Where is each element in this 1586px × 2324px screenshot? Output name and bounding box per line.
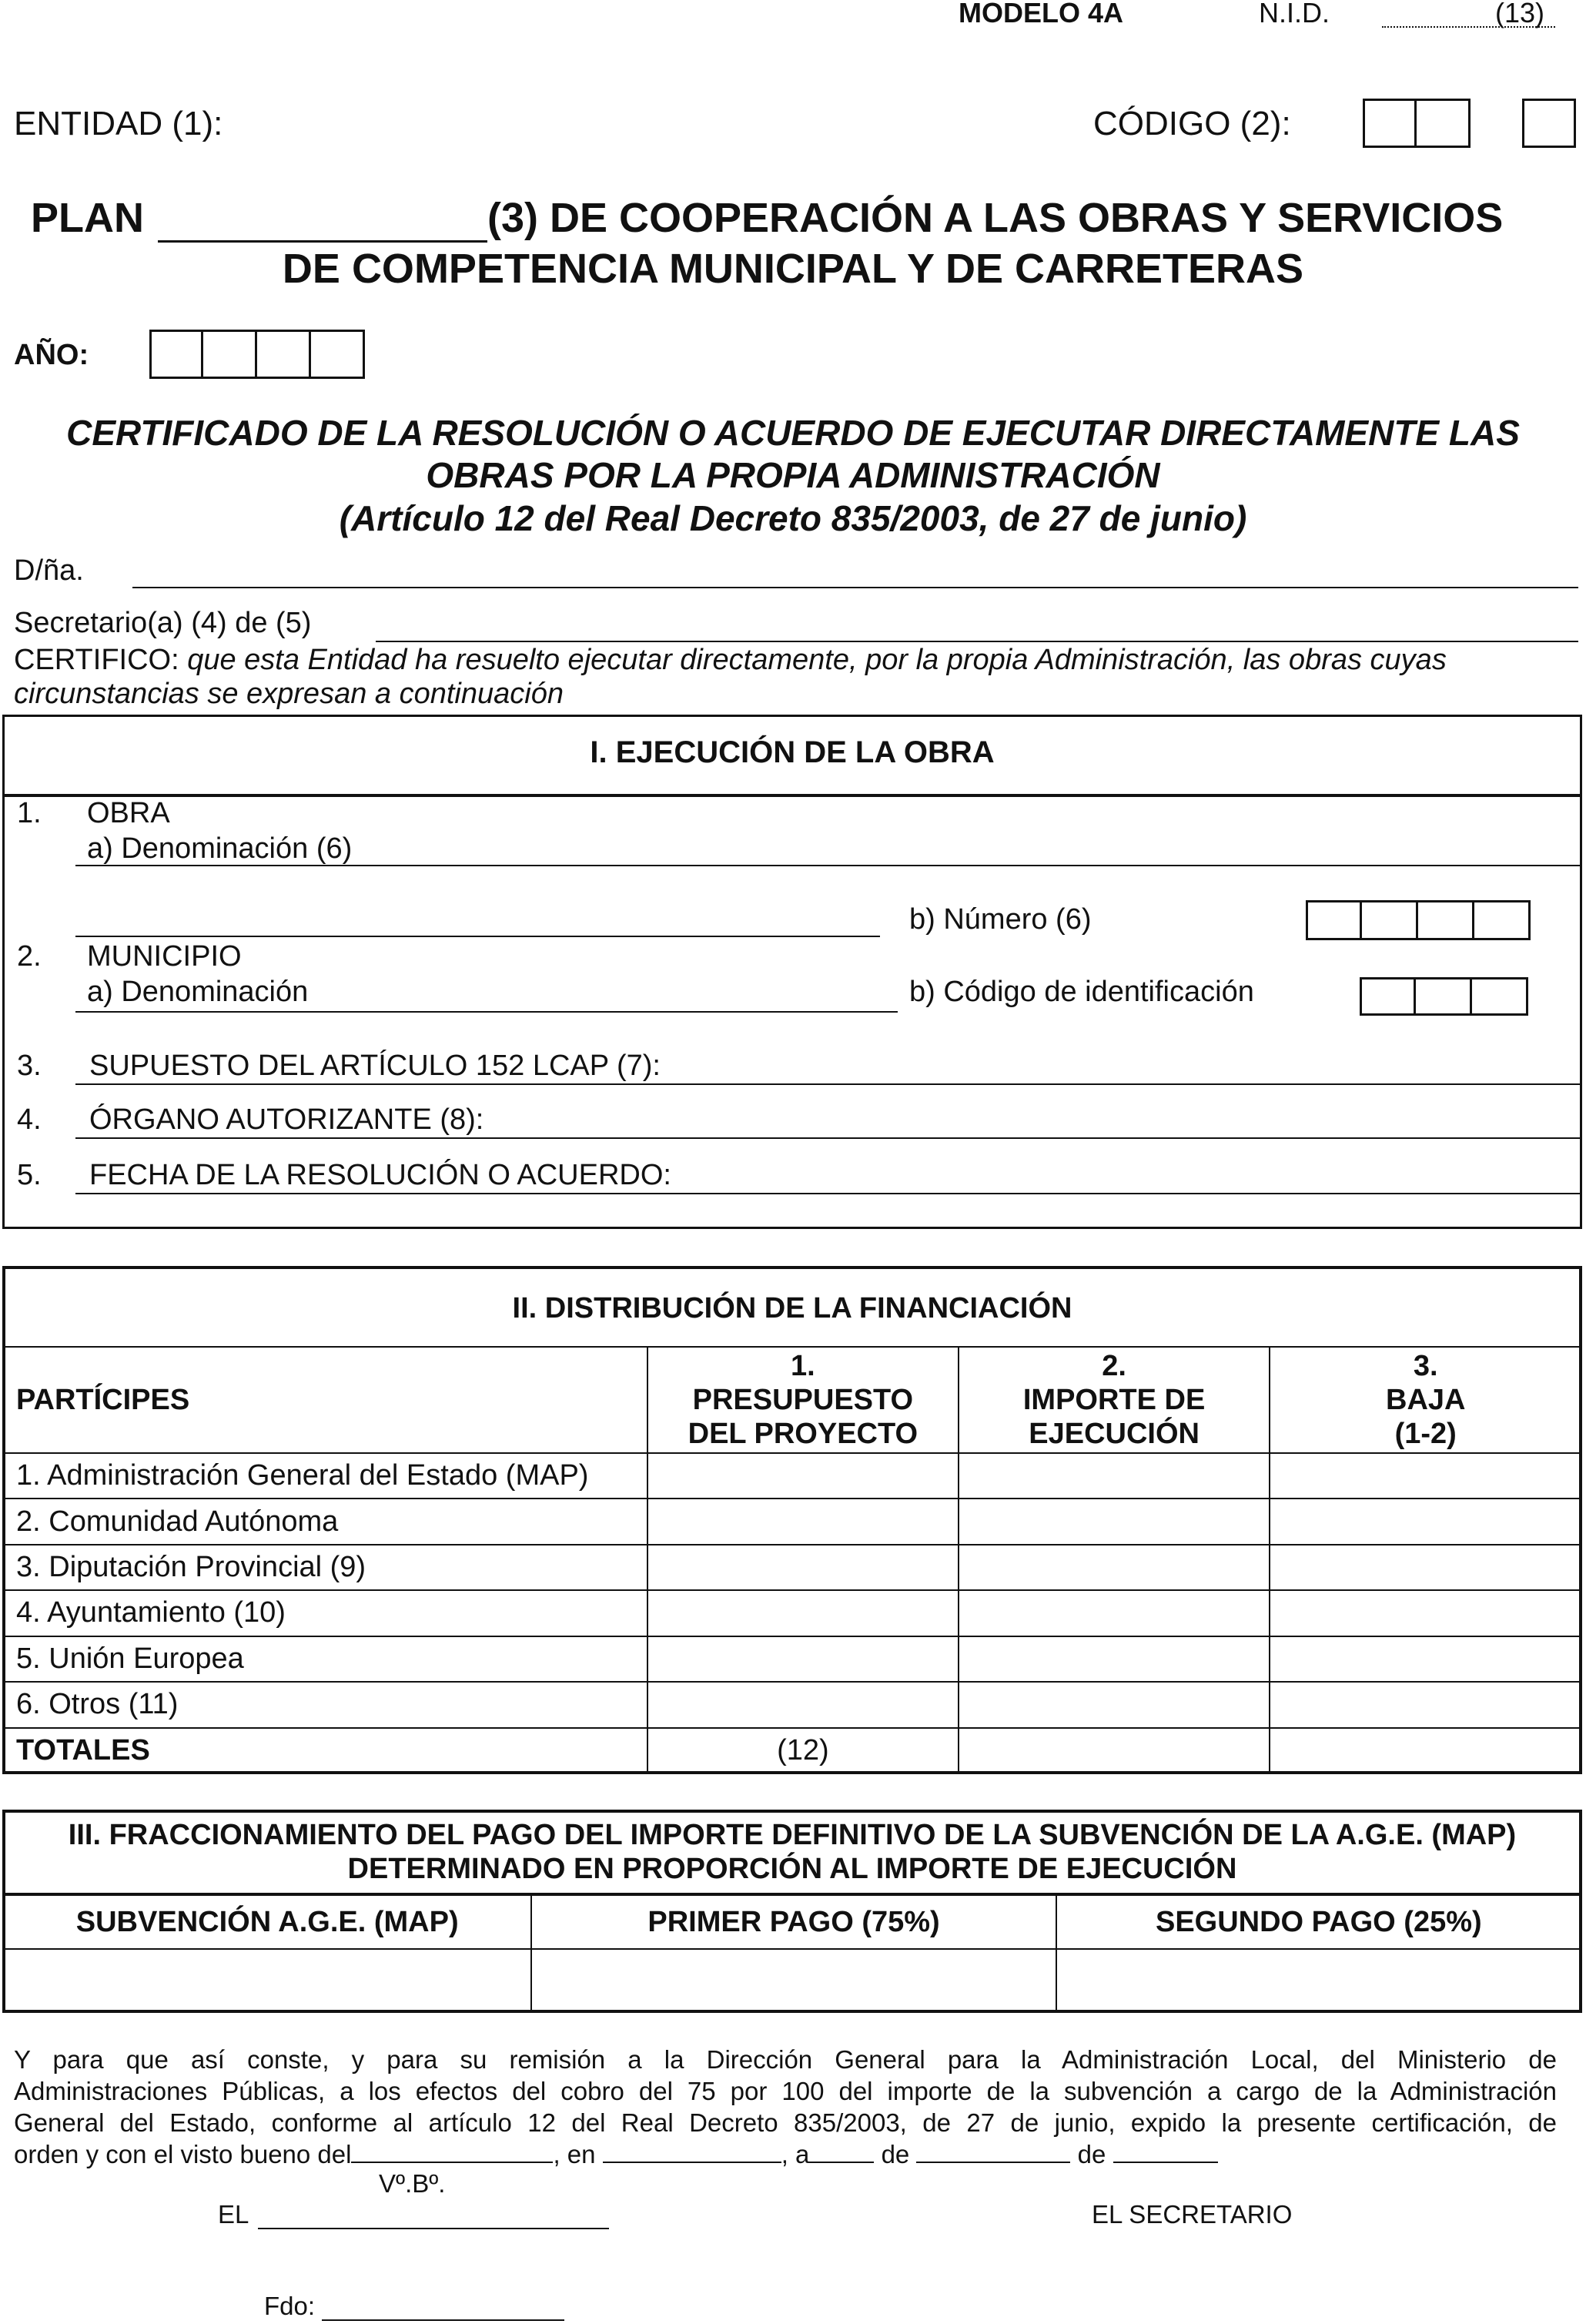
col-importe-num: 2. — [1102, 1350, 1126, 1382]
entidad-label: ENTIDAD (1): — [14, 105, 223, 142]
col-importe — [959, 1347, 1270, 1453]
participe-label: 5. Unión Europea — [3, 1636, 647, 1682]
col-presupuesto-l2: DEL PROYECTO — [688, 1418, 918, 1450]
certifico-body-2: circunstancias se expresan a continuación — [14, 678, 564, 710]
presupuesto-cell[interactable] — [647, 1499, 959, 1544]
table-row — [3, 1453, 1581, 1499]
nid-note: (13) — [1495, 0, 1545, 28]
secretario-label: Secretario(a) (4) de (5) — [14, 607, 312, 639]
vb-field[interactable] — [351, 2162, 553, 2163]
municipio-codigo-boxes[interactable] — [1360, 977, 1528, 1016]
obra-numero-label: b) Número (6) — [909, 903, 1092, 936]
numero-box[interactable] — [1306, 900, 1362, 940]
col-baja-l1: BAJA — [1386, 1384, 1466, 1416]
municipio-codigo-label: b) Código de identificación — [909, 976, 1254, 1008]
dna-label: D/ña. — [14, 554, 84, 587]
certifico-label: CERTIFICO: — [14, 644, 179, 676]
certificado-title-2: OBRAS POR LA PROPIA ADMINISTRACIÓN — [426, 455, 1160, 495]
table-row — [3, 1682, 1581, 1727]
baja-cell[interactable] — [1270, 1590, 1581, 1636]
baja-cell[interactable] — [1270, 1545, 1581, 1590]
plan-label: PLAN — [31, 195, 144, 241]
col-presupuesto — [647, 1347, 959, 1453]
item-number: 2. — [17, 940, 42, 973]
anio-box[interactable] — [149, 330, 203, 379]
obra-denominacion-label: a) Denominación (6) — [87, 832, 353, 865]
section-fraccionamiento — [2, 1810, 1582, 2013]
financiacion-table — [2, 1346, 1582, 1774]
footer-vb-text: orden y con el visto bueno del — [14, 2140, 352, 2168]
municipio-denominacion-field[interactable] — [75, 1011, 898, 1013]
supuesto-field[interactable] — [75, 1083, 1580, 1085]
item-number: 4. — [17, 1103, 42, 1136]
certifico-body: que esta Entidad ha resuelto ejecutar directamente, por la propia Administración, las obras cuyas — [187, 644, 1447, 676]
item-number: 3. — [17, 1050, 42, 1082]
section-ejecucion — [2, 715, 1582, 1229]
section-fraccionamiento-title-1: III. FRACCIONAMIENTO DEL PAGO DEL IMPORTE DEFINITIVO DE LA SUBVENCIÓN DE LA A.G.E. (MAP) — [68, 1819, 1517, 1851]
footer-line: General del Estado, conforme al artículo 12 del Real Decreto 835/2003, de 27 de junio, expido la presente certificación, de — [14, 2108, 1557, 2137]
dna-field[interactable] — [132, 587, 1578, 588]
table-row — [3, 1590, 1581, 1636]
presupuesto-cell[interactable] — [647, 1636, 959, 1682]
fraccionamiento-header-row — [3, 1895, 1581, 1949]
codigo-municipio-box[interactable] — [1472, 977, 1528, 1016]
codigo-label: CÓDIGO (2): — [1093, 105, 1291, 142]
importe-cell[interactable] — [959, 1453, 1270, 1499]
col-primer-pago: PRIMER PAGO (75%) — [531, 1895, 1056, 1949]
fecha-label: FECHA DE LA RESOLUCIÓN O ACUERDO: — [89, 1159, 671, 1191]
organo-label: ÓRGANO AUTORIZANTE (8): — [89, 1103, 484, 1136]
participe-label: 4. Ayuntamiento (10) — [3, 1590, 647, 1636]
month-field[interactable] — [916, 2162, 1070, 2163]
fraccionamiento-table — [2, 1894, 1582, 2013]
totales-presupuesto-cell[interactable]: (12) — [647, 1728, 959, 1773]
footer-paragraph — [14, 2044, 1557, 2170]
table-row — [3, 1545, 1581, 1590]
financiacion-header-row — [3, 1347, 1581, 1453]
obra-denominacion-field-2[interactable] — [75, 936, 880, 937]
fdo-signature-field[interactable] — [322, 2319, 564, 2321]
model-number: MODELO 4A — [959, 0, 1124, 28]
certificado-title-1: CERTIFICADO DE LA RESOLUCIÓN O ACUERDO DE EJECUTAR DIRECTAMENTE LAS — [66, 413, 1520, 453]
col-presupuesto-l1: PRESUPUESTO — [692, 1384, 914, 1416]
certifico-text — [14, 644, 1447, 677]
municipio-denominacion-label: a) Denominación — [87, 976, 309, 1008]
table-row — [3, 1499, 1581, 1544]
col-segundo-pago: SEGUNDO PAGO (25%) — [1056, 1895, 1581, 1949]
year-field[interactable] — [1113, 2162, 1218, 2163]
col-baja — [1270, 1347, 1581, 1453]
footer-en: , en — [553, 2140, 596, 2168]
presupuesto-cell[interactable] — [647, 1453, 959, 1499]
anio-boxes[interactable] — [149, 330, 365, 379]
baja-cell[interactable] — [1270, 1453, 1581, 1499]
plan-title-line2: DE COMPETENCIA MUNICIPAL Y DE CARRETERAS — [282, 246, 1304, 292]
totales-importe-cell[interactable] — [959, 1728, 1270, 1773]
secretario-signature-label: EL SECRETARIO — [1092, 2200, 1293, 2229]
presupuesto-cell[interactable] — [647, 1590, 959, 1636]
totales-row — [3, 1728, 1581, 1773]
codigo-box[interactable] — [1363, 99, 1417, 148]
col-baja-num: 3. — [1413, 1350, 1438, 1382]
municipio-label: MUNICIPIO — [87, 940, 242, 973]
certificado-title-3: (Artículo 12 del Real Decreto 835/2003, de 27 de junio) — [339, 498, 1247, 538]
fdo-label: Fdo: — [264, 2292, 316, 2320]
footer-line-4 — [14, 2138, 1557, 2170]
importe-cell[interactable] — [959, 1636, 1270, 1682]
presupuesto-cell[interactable] — [647, 1682, 959, 1727]
baja-cell[interactable] — [1270, 1499, 1581, 1544]
participe-label: 1. Administración General del Estado (MAP) — [3, 1453, 647, 1499]
subvencion-cell[interactable] — [3, 1949, 531, 2012]
numero-box[interactable] — [1474, 900, 1531, 940]
el-signature-field[interactable] — [258, 2228, 609, 2229]
primer-pago-cell[interactable] — [531, 1949, 1056, 2012]
plan-name-field[interactable] — [158, 240, 487, 243]
segundo-pago-cell[interactable] — [1056, 1949, 1581, 2012]
codigo-boxes[interactable] — [1363, 99, 1471, 148]
plan-title-line1: (3) DE COOPERACIÓN A LAS OBRAS Y SERVICIOS — [487, 195, 1504, 241]
numero-box[interactable] — [1418, 900, 1474, 940]
numero-box[interactable] — [1362, 900, 1418, 940]
importe-cell[interactable] — [959, 1499, 1270, 1544]
secretario-field[interactable] — [376, 641, 1578, 642]
supuesto-label: SUPUESTO DEL ARTÍCULO 152 LCAP (7): — [89, 1050, 661, 1082]
obra-denominacion-field[interactable] — [75, 865, 1580, 866]
importe-cell[interactable] — [959, 1590, 1270, 1636]
day-field[interactable] — [809, 2162, 874, 2163]
section-fraccionamiento-title-2: DETERMINADO EN PROPORCIÓN AL IMPORTE DE EJECUCIÓN — [347, 1853, 1237, 1885]
visto-bueno-label: Vº.Bº. — [379, 2169, 446, 2198]
baja-cell[interactable] — [1270, 1636, 1581, 1682]
anio-box[interactable] — [311, 330, 365, 379]
col-subvencion: SUBVENCIÓN A.G.E. (MAP) — [3, 1895, 531, 1949]
col-importe-l2: EJECUCIÓN — [1029, 1418, 1200, 1450]
obra-numero-boxes[interactable] — [1306, 900, 1531, 940]
section-financiacion-title: II. DISTRIBUCIÓN DE LA FINANCIACIÓN — [512, 1292, 1072, 1324]
table-row — [3, 1636, 1581, 1682]
table-row — [3, 1949, 1581, 2012]
anio-box[interactable] — [203, 330, 257, 379]
footer-de: de — [1077, 2140, 1106, 2168]
codigo-box[interactable] — [1417, 99, 1471, 148]
organo-field[interactable] — [75, 1137, 1580, 1139]
item-number: 1. — [17, 797, 42, 829]
importe-cell[interactable] — [959, 1682, 1270, 1727]
codigo-box[interactable] — [1522, 99, 1576, 148]
anio-box[interactable] — [257, 330, 311, 379]
participe-label: 3. Diputación Provincial (9) — [3, 1545, 647, 1590]
importe-cell[interactable] — [959, 1545, 1270, 1590]
section-ejecucion-title: I. EJECUCIÓN DE LA OBRA — [590, 735, 995, 769]
col-baja-l2: (1-2) — [1394, 1418, 1457, 1450]
anio-label: AÑO: — [14, 339, 89, 371]
participe-label: 6. Otros (11) — [3, 1682, 647, 1727]
footer-a: , a — [781, 2140, 810, 2168]
col-presupuesto-num: 1. — [791, 1350, 815, 1382]
baja-cell[interactable] — [1270, 1682, 1581, 1727]
obra-label: OBRA — [87, 797, 170, 829]
section-financiacion — [2, 1266, 1582, 1774]
place-field[interactable] — [603, 2162, 781, 2163]
footer-line: Administraciones Públicas, a los efectos del cobro del 75 por 100 del importe de la subvención a cargo de la Administración — [14, 2077, 1557, 2105]
col-importe-l1: IMPORTE DE — [1022, 1384, 1206, 1416]
codigo-box-extra[interactable] — [1522, 99, 1576, 148]
footer-line: Y para que así conste, y para su remisión a la Dirección General para la Administración Local, del Ministerio de — [14, 2045, 1557, 2074]
footer-de: de — [881, 2140, 910, 2168]
totales-baja-cell[interactable] — [1270, 1728, 1581, 1773]
section-ejecucion-title-rule — [5, 794, 1580, 797]
totales-label: TOTALES — [3, 1728, 647, 1773]
presupuesto-cell[interactable] — [647, 1545, 959, 1590]
participe-label: 2. Comunidad Autónoma — [3, 1499, 647, 1544]
col-participes: PARTÍCIPES — [3, 1347, 647, 1453]
item-number: 5. — [17, 1159, 42, 1191]
codigo-municipio-box[interactable] — [1360, 977, 1416, 1016]
nid-label: N.I.D. — [1259, 0, 1330, 28]
codigo-municipio-box[interactable] — [1416, 977, 1472, 1016]
fecha-field[interactable] — [75, 1193, 1580, 1194]
el-label: EL — [218, 2200, 249, 2229]
